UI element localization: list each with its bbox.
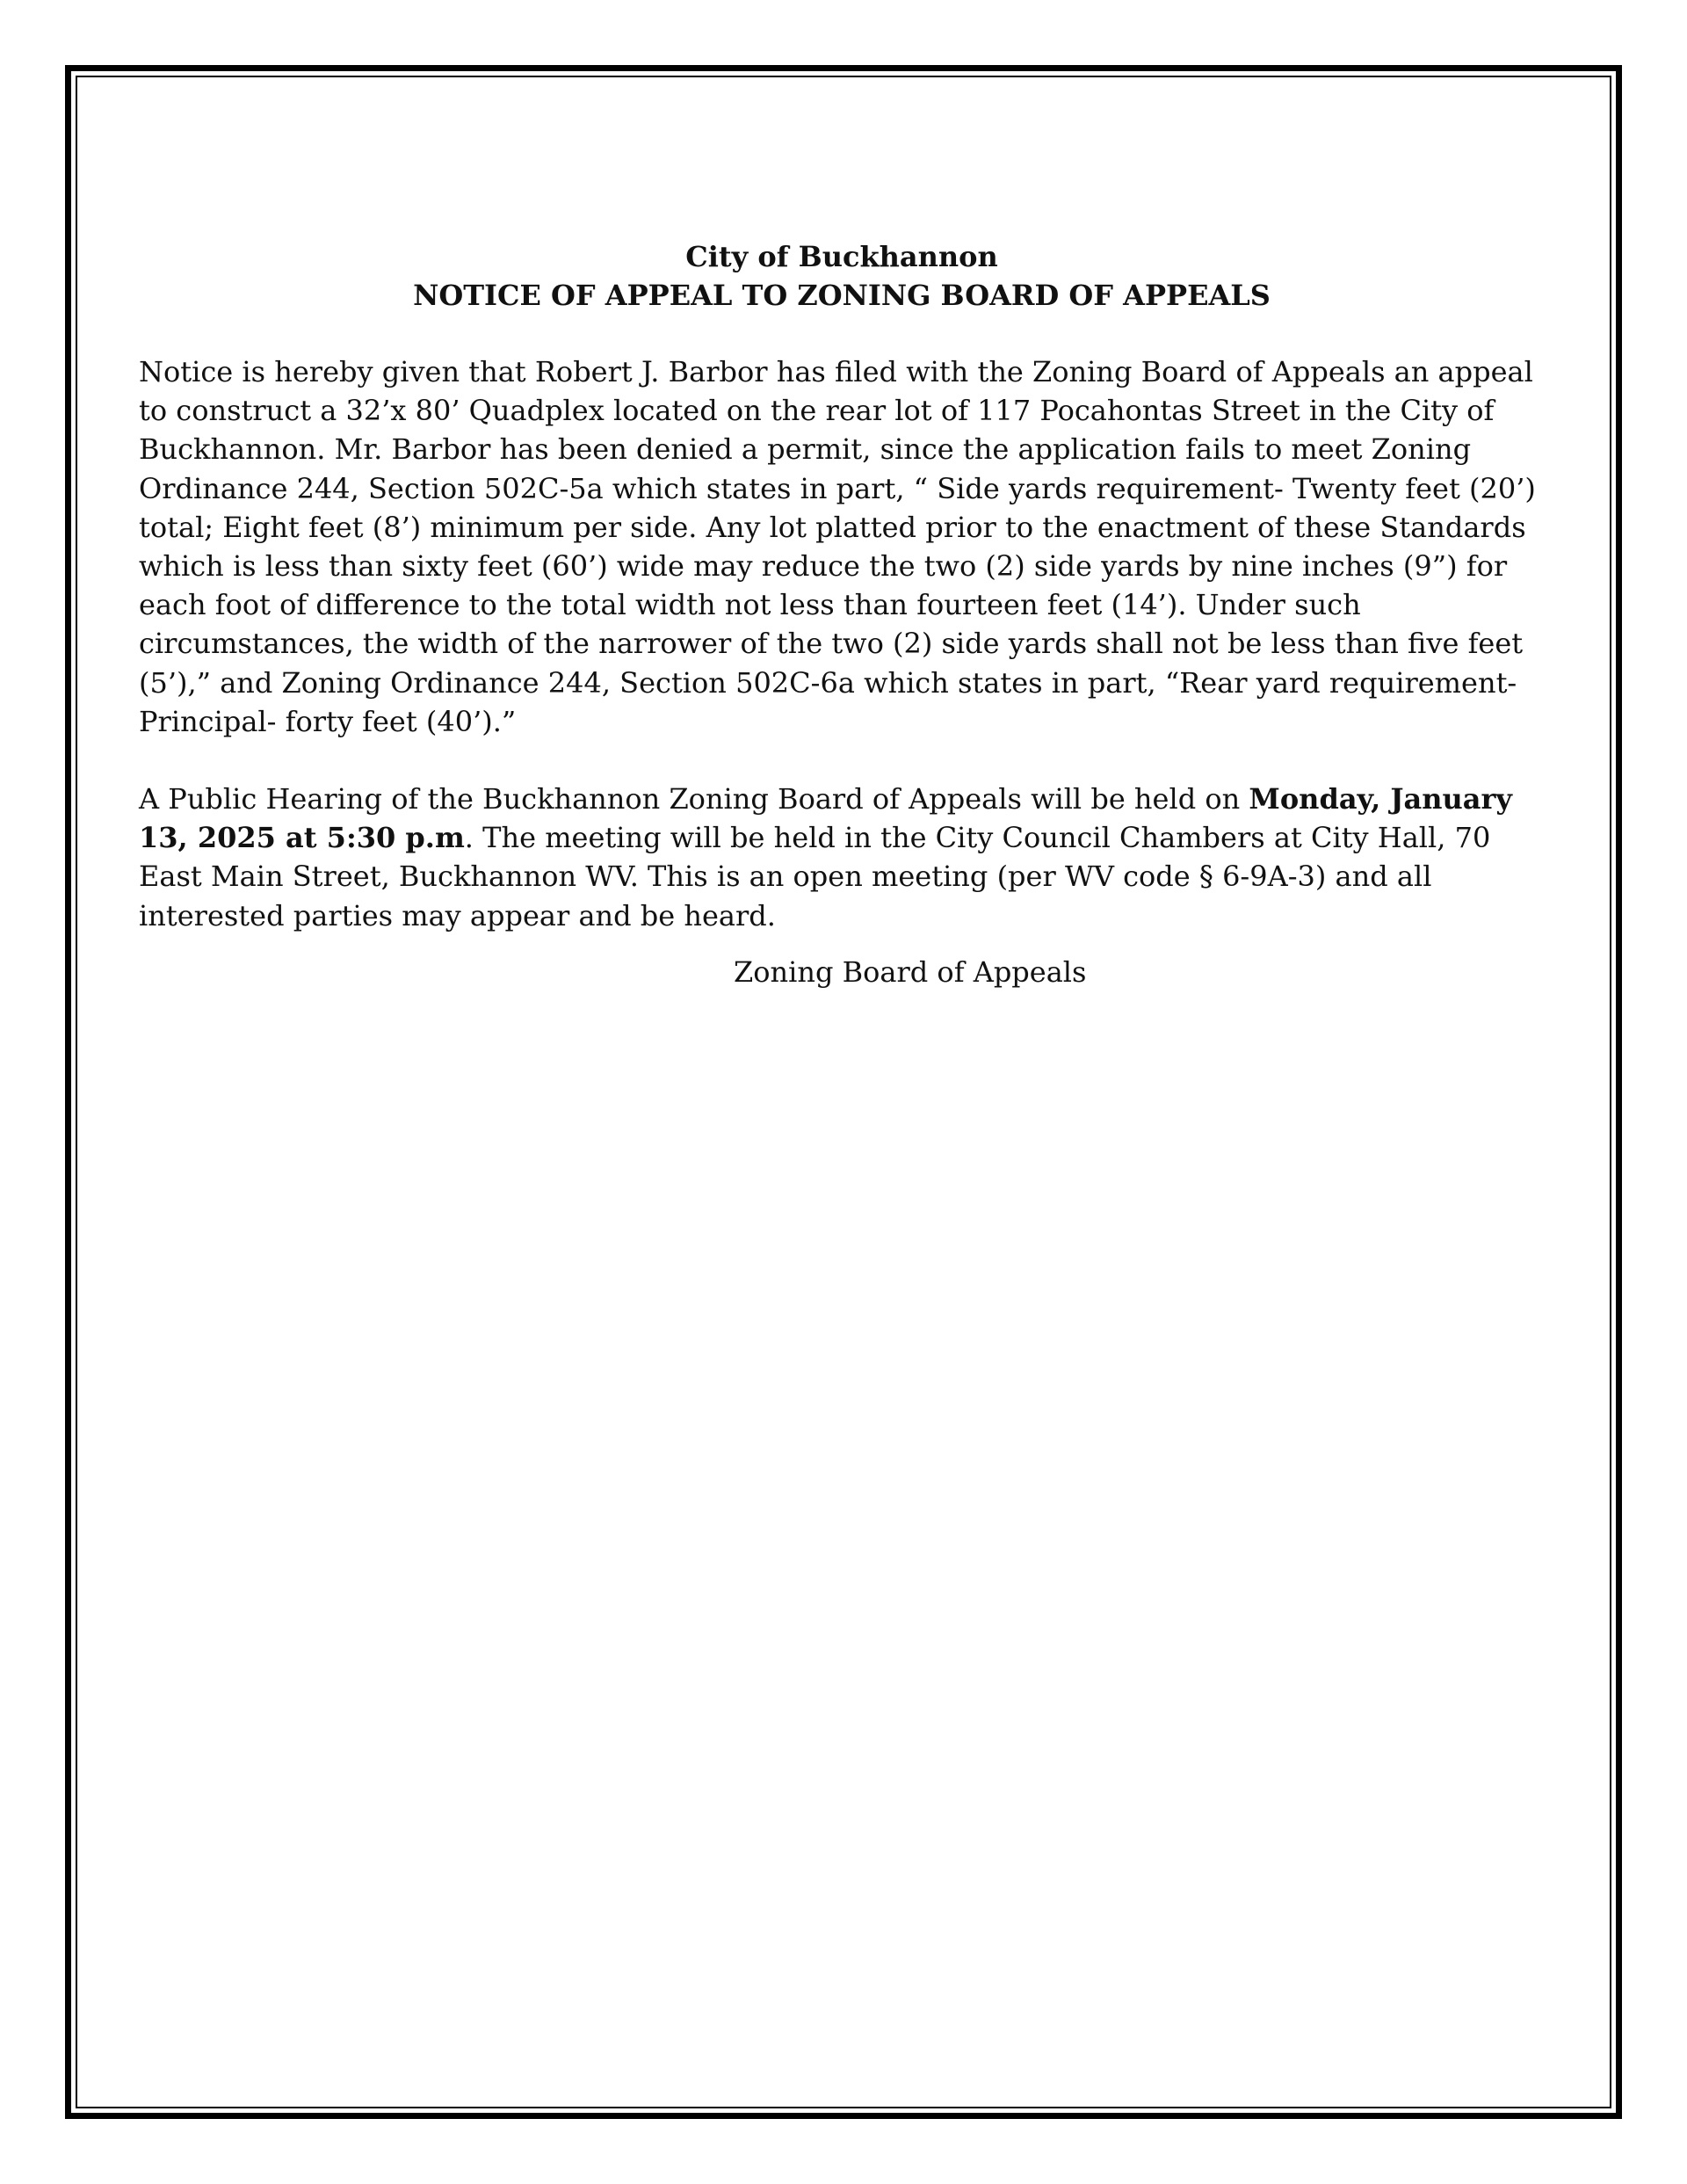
signature: Zoning Board of Appeals: [734, 954, 1087, 989]
notice-document: [139, 237, 1545, 991]
appeal-paragraph: Notice is hereby given that Robert J. Barbor has filed with the Zoning Board of Appeals an appeal to construct a 32’x 80’ Quadplex located on the rear lot of 117 Pocahontas Street in the City of Buckhannon. Mr. Barbor has been denied a permit, since the application fails to meet Zoning Ordinance 244, Section 502C-5a which states in part, “ Side yards requirement- Twenty feet (20’) total; Eight feet (8’) minimum per side. Any lot platted prior to the enactment of these Standards which is less than sixty feet (60’) wide may reduce the two (2) side yards by nine inches (9”) for each foot of difference to the total width not less than fourteen feet (14’). Under such circumstances, the width of the narrower of the two (2) side yards shall not be less than five feet (5’),” and Zoning Ordinance 244, Section 502C-6a which states in part, “Rear yard requirement-Principal- forty feet (40’).”: [139, 355, 1536, 738]
hearing-paragraph: [139, 780, 1545, 935]
hearing-details: . The meeting will be held in the City Council Chambers at City Hall, 70 East Main Street, Buckhannon WV. This is an open meeting (per WV code § 6-9A-3) and all interested parties may appear and be heard.: [139, 821, 1491, 932]
notice-heading: [139, 237, 1545, 315]
hearing-date: Monday, January 13, 2025 at 5:30 p.m: [139, 782, 1512, 855]
hearing-intro: A Public Hearing of the Buckhannon Zoning Board of Appeals will be held on: [139, 782, 1249, 816]
city-name: City of Buckhannon: [685, 240, 998, 273]
notice-title: NOTICE OF APPEAL TO ZONING BOARD OF APPEALS: [413, 279, 1271, 312]
